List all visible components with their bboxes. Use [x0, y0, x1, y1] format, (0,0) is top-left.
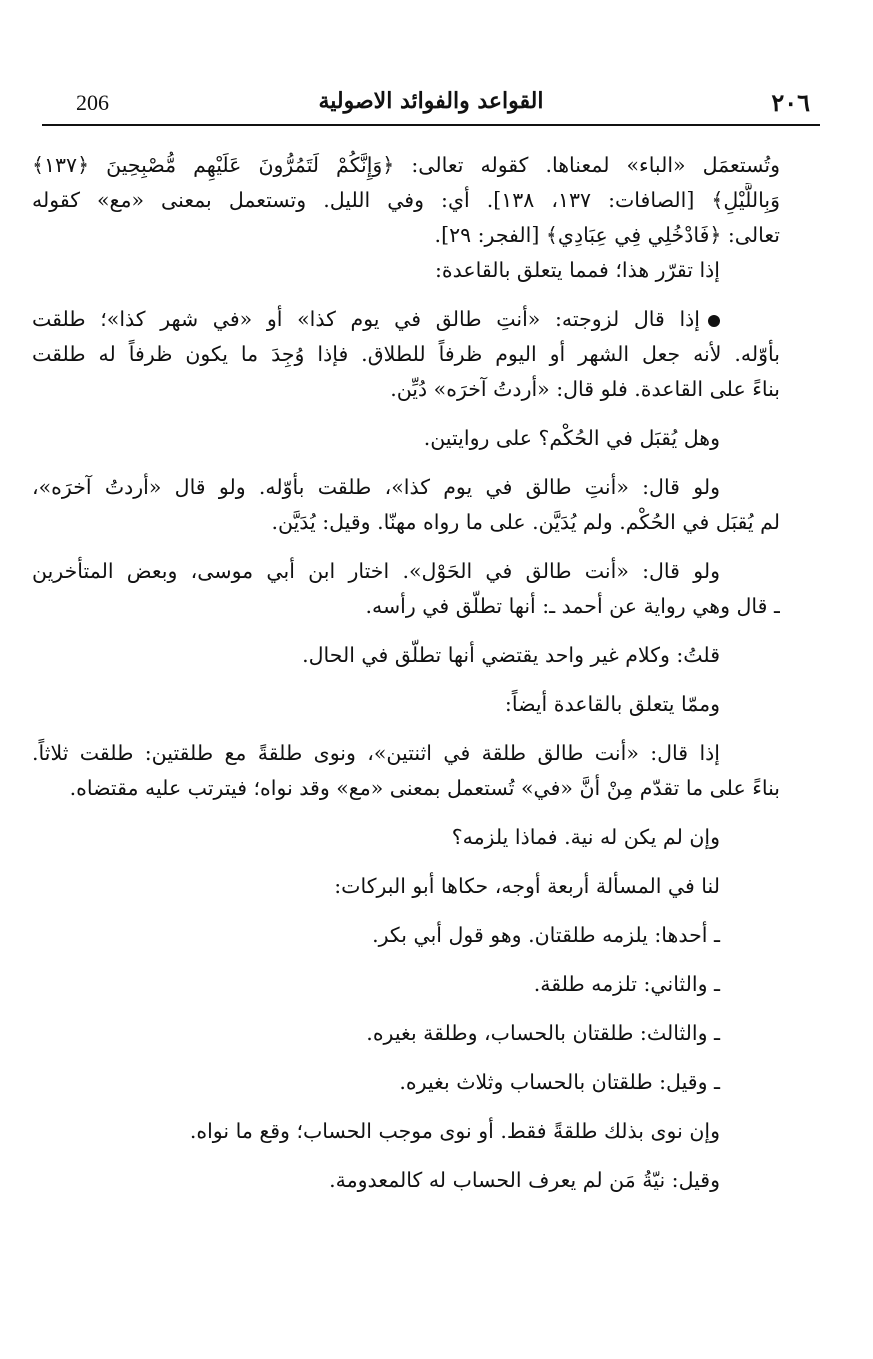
body-line-text: إذا قال لزوجته: «أنتِ طالق في يوم كذا» أو «في شهر كذا»؛ طلقت: [32, 307, 700, 331]
body-line: وقيل: نيّةُ مَن لم يعرف الحساب له كالمعدومة.: [329, 1168, 720, 1192]
body-line: لم يُقبَل في الحُكْم. ولم يُدَيَّن. على ما رواه مهنّا. وقيل: يُدَيَّن.: [271, 510, 780, 534]
paragraph-gap: [32, 855, 780, 869]
page-header: [42, 82, 820, 126]
body-line: إذا قال: «أنت طالق طلقة في اثنتين»، ونوى طلقةً مع طلقتين: طلقت ثلاثاً.: [32, 741, 720, 765]
body-line: ولو قال: «أنتِ طالق في يوم كذا»، طلقت بأوّله. ولو قال «أردتُ آخرَه»،: [32, 475, 720, 499]
paragraph-gap: [32, 1051, 780, 1065]
body-line: ولو قال: «أنت طالق في الحَوْل». اختار ابن أبي موسى، وبعض المتأخرين: [32, 559, 720, 583]
paragraph-gap: [32, 1002, 780, 1016]
paragraph-gap: [32, 456, 780, 470]
body-line: وممّا يتعلق بالقاعدة أيضاً:: [504, 692, 720, 716]
body-line: وَبِاللَّيْلِ﴾ [الصافات: ١٣٧، ١٣٨]. أي: وفي الليل. وتستعمل بمعنى «مع» كقوله: [32, 188, 780, 212]
body-line: بناءً على ما تقدّم مِنْ أنَّ «في» تُستعمل بمعنى «مع» وقد نواه؛ فيترتب عليه مقتضاه.: [69, 776, 780, 800]
list-item: ـ وقيل: طلقتان بالحساب وثلاث بغيره.: [399, 1070, 720, 1094]
list-item: ـ والثالث: طلقتان بالحساب، وطلقة بغيره.: [366, 1021, 720, 1045]
paragraph-gap: [32, 673, 780, 687]
paragraph-gap: [32, 806, 780, 820]
body-line: بناءً على القاعدة. فلو قال: «أردتُ آخرَه» دُيِّن.: [390, 377, 780, 401]
paragraph-gap: [32, 1100, 780, 1114]
body-line: لنا في المسألة أربعة أوجه، حكاها أبو البركات:: [334, 874, 720, 898]
header-rule: [42, 124, 820, 126]
running-title: القواعد والفوائد الاصولية: [318, 88, 544, 114]
paragraph-gap: [32, 624, 780, 638]
body-line: وإن نوى بذلك طلقةً فقط. أو نوى موجب الحساب؛ وقع ما نواه.: [189, 1119, 720, 1143]
paragraph-gap: [32, 722, 780, 736]
list-item: ـ والثاني: تلزمه طلقة.: [533, 972, 720, 996]
paragraph-gap: [32, 953, 780, 967]
list-item: ـ أحدها: يلزمه طلقتان. وهو قول أبي بكر.: [372, 923, 720, 947]
bullet-line: [32, 302, 780, 337]
paragraph-gap: [32, 540, 780, 554]
body-line: وهل يُقبَل في الحُكْم؟ على روايتين.: [423, 426, 720, 450]
body-line: وتُستعمَل «الباء» لمعناها. كقوله تعالى: ﴿وَإِنَّكُمْ لَتَمُرُّونَ عَلَيْهِم مُّصْبِحِينَ ﴿١٣٧﴾: [32, 153, 780, 177]
page-number-latin: 206: [76, 90, 109, 115]
paragraph-gap: [32, 1149, 780, 1163]
paragraph-gap: [32, 288, 780, 302]
body-line: تعالى: ﴿فَادْخُلِي فِي عِبَادِي﴾ [الفجر: ٢٩].: [434, 223, 780, 247]
body-line: إذا تقرّر هذا؛ فمما يتعلق بالقاعدة:: [434, 258, 720, 282]
paragraph-gap: [32, 904, 780, 918]
page-body: [32, 148, 780, 1198]
page-number-arabic: ٢٠٦: [771, 88, 810, 117]
body-line: وإن لم يكن له نية. فماذا يلزمه؟: [451, 825, 720, 849]
body-line: قلتُ: وكلام غير واحد يقتضي أنها تطلّق في الحال.: [302, 643, 720, 667]
paragraph-gap: [32, 407, 780, 421]
bullet-icon: [708, 315, 720, 327]
body-line: بأوّله. لأنه جعل الشهر أو اليوم ظرفاً للطلاق. فإذا وُجِدَ ما يكون ظرفاً له طلقت: [32, 342, 780, 366]
body-line: ـ قال وهي رواية عن أحمد ـ: أنها تطلّق في رأسه.: [365, 594, 780, 618]
